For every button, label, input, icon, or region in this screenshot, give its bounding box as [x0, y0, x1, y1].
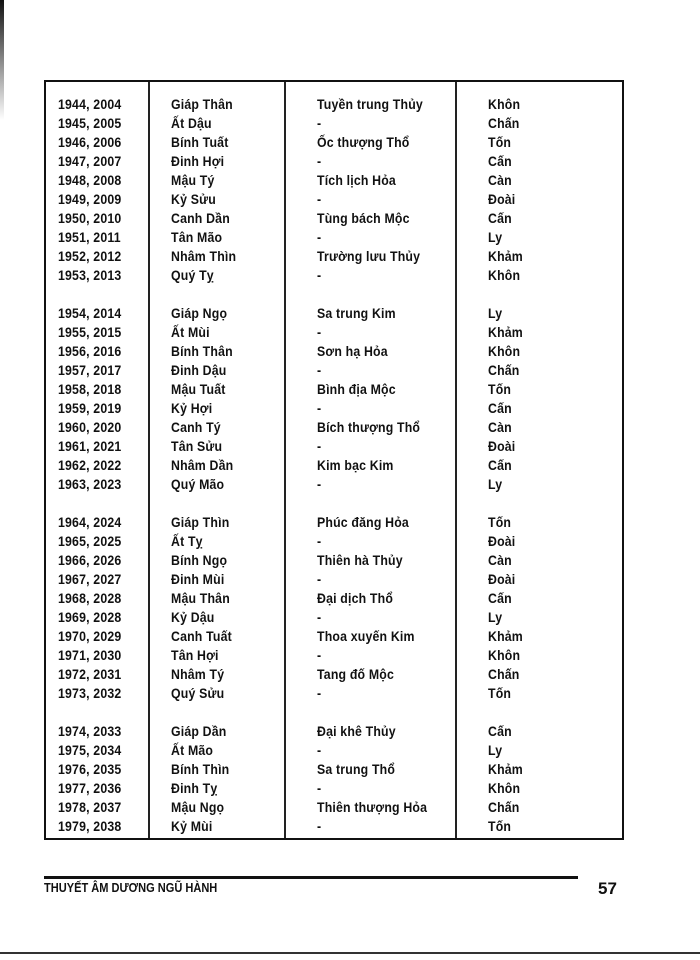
- quai-cell: Khảm: [488, 248, 523, 264]
- years-cell: 1954, 2014: [58, 305, 122, 321]
- can-chi-cell: Bính Tuất: [171, 134, 229, 150]
- years-cell: 1961, 2021: [58, 438, 122, 454]
- can-chi-cell: Nhâm Dần: [171, 457, 234, 473]
- can-chi-cell: Tân Hợi: [171, 647, 219, 663]
- can-chi-cell: Nhâm Thìn: [171, 248, 237, 264]
- can-chi-cell: Ất Dậu: [171, 115, 212, 131]
- can-chi-cell: Bính Thân: [171, 343, 233, 359]
- table-row: [46, 608, 622, 627]
- quai-cell: Tốn: [488, 685, 512, 701]
- years-cell: 1944, 2004: [58, 96, 122, 112]
- quai-cell: Tốn: [488, 381, 512, 397]
- table-row: [46, 266, 622, 285]
- nap-am-cell: -: [317, 324, 322, 340]
- can-chi-cell: Mậu Tuất: [171, 381, 226, 397]
- years-cell: 1964, 2024: [58, 514, 122, 530]
- table-row: [46, 798, 622, 817]
- quai-cell: Tốn: [488, 514, 512, 530]
- years-cell: 1966, 2026: [58, 552, 122, 568]
- can-chi-cell: Bính Ngọ: [171, 552, 228, 568]
- quai-cell: Khôn: [488, 647, 521, 663]
- table-row: [46, 475, 622, 494]
- running-footer-title: THUYẾT ÂM DƯƠNG NGŨ HÀNH: [44, 880, 218, 895]
- table-row: [46, 551, 622, 570]
- years-cell: 1977, 2036: [58, 780, 122, 796]
- nap-am-cell: Tùng bách Mộc: [317, 210, 410, 226]
- nap-am-cell: Đại khê Thủy: [317, 723, 396, 739]
- nap-am-cell: -: [317, 153, 322, 169]
- can-chi-cell: Đinh Tỵ: [171, 780, 218, 796]
- can-chi-cell: Quý Tỵ: [171, 267, 214, 283]
- can-chi-cell: Bính Thìn: [171, 761, 230, 777]
- nap-am-cell: -: [317, 267, 322, 283]
- nap-am-cell: Sơn hạ Hỏa: [317, 343, 388, 359]
- quai-cell: Ly: [488, 229, 503, 245]
- years-cell: 1950, 2010: [58, 210, 122, 226]
- years-cell: 1968, 2028: [58, 590, 122, 606]
- years-cell: 1959, 2019: [58, 400, 122, 416]
- years-cell: 1962, 2022: [58, 457, 122, 473]
- can-chi-cell: Đinh Mùi: [171, 571, 225, 587]
- can-chi-cell: Tân Sửu: [171, 438, 223, 454]
- can-chi-cell: Kỷ Dậu: [171, 609, 215, 625]
- table-row: [46, 570, 622, 589]
- years-cell: 1973, 2032: [58, 685, 122, 701]
- can-chi-cell: Giáp Thân: [171, 96, 233, 112]
- table-row: [46, 323, 622, 342]
- quai-cell: Đoài: [488, 533, 516, 549]
- quai-cell: Càn: [488, 419, 512, 435]
- scan-bottom-edge: [0, 952, 700, 954]
- can-chi-cell: Mậu Tý: [171, 172, 215, 188]
- years-cell: 1951, 2011: [58, 229, 121, 245]
- nap-am-cell: Sa trung Thổ: [317, 761, 396, 777]
- years-cell: 1974, 2033: [58, 723, 122, 739]
- nap-am-cell: -: [317, 191, 322, 207]
- years-cell: 1947, 2007: [58, 153, 122, 169]
- nap-am-cell: -: [317, 438, 322, 454]
- nap-am-cell: -: [317, 115, 322, 131]
- nap-am-cell: -: [317, 400, 322, 416]
- can-chi-cell: Kỷ Sửu: [171, 191, 216, 207]
- quai-cell: Chấn: [488, 799, 520, 815]
- quai-cell: Khảm: [488, 324, 523, 340]
- quai-cell: Chấn: [488, 115, 520, 131]
- years-cell: 1963, 2023: [58, 476, 122, 492]
- can-chi-cell: Kỷ Hợi: [171, 400, 213, 416]
- nap-am-cell: -: [317, 780, 322, 796]
- quai-cell: Cấn: [488, 457, 512, 473]
- footer-rule: [44, 876, 578, 879]
- quai-cell: Ly: [488, 476, 503, 492]
- table-row: [46, 361, 622, 380]
- nap-am-cell: Kim bạc Kim: [317, 457, 394, 473]
- table-row: [46, 209, 622, 228]
- can-chi-cell: Ất Mão: [171, 742, 214, 758]
- table-row: [46, 304, 622, 323]
- can-chi-cell: Giáp Thìn: [171, 514, 230, 530]
- nap-am-cell: -: [317, 609, 322, 625]
- quai-cell: Tốn: [488, 818, 512, 834]
- table-row: [46, 95, 622, 114]
- nap-am-cell: Sa trung Kim: [317, 305, 396, 321]
- quai-cell: Đoài: [488, 438, 516, 454]
- years-cell: 1948, 2008: [58, 172, 122, 188]
- table-row: [46, 171, 622, 190]
- can-chi-cell: Đinh Hợi: [171, 153, 225, 169]
- years-cell: 1956, 2016: [58, 343, 122, 359]
- years-cell: 1970, 2029: [58, 628, 122, 644]
- nap-am-cell: -: [317, 685, 322, 701]
- nap-am-cell: Đại dịch Thổ: [317, 590, 394, 606]
- table-row: [46, 627, 622, 646]
- can-chi-cell: Mậu Ngọ: [171, 799, 225, 815]
- table-row: [46, 513, 622, 532]
- can-chi-cell: Quý Sửu: [171, 685, 225, 701]
- can-chi-cell: Canh Tuất: [171, 628, 232, 644]
- years-cell: 1952, 2012: [58, 248, 122, 264]
- can-chi-cell: Quý Mão: [171, 476, 225, 492]
- can-chi-cell: Giáp Ngọ: [171, 305, 228, 321]
- quai-cell: Ly: [488, 742, 503, 758]
- table-row: [46, 589, 622, 608]
- years-cell: 1971, 2030: [58, 647, 122, 663]
- quai-cell: Càn: [488, 552, 512, 568]
- page-number: 57: [598, 879, 617, 898]
- nap-am-cell: Bích thượng Thổ: [317, 419, 421, 435]
- scan-edge-shadow: [0, 0, 4, 120]
- years-cell: 1972, 2031: [58, 666, 122, 682]
- nap-am-cell: -: [317, 742, 322, 758]
- table-row: [46, 133, 622, 152]
- quai-cell: Cấn: [488, 153, 512, 169]
- nap-am-cell: -: [317, 362, 322, 378]
- nap-am-cell: -: [317, 533, 322, 549]
- row-group: [46, 513, 622, 703]
- quai-cell: Chấn: [488, 362, 520, 378]
- nap-am-cell: Thiên hà Thủy: [317, 552, 403, 568]
- years-cell: 1946, 2006: [58, 134, 122, 150]
- quai-cell: Ly: [488, 305, 503, 321]
- table-row: [46, 342, 622, 361]
- table-row: [46, 247, 622, 266]
- table-row: [46, 779, 622, 798]
- nap-am-cell: Thiên thượng Hỏa: [317, 799, 428, 815]
- nap-am-cell: Tích lịch Hỏa: [317, 172, 396, 188]
- years-cell: 1953, 2013: [58, 267, 122, 283]
- quai-cell: Khảm: [488, 628, 523, 644]
- table-row: [46, 418, 622, 437]
- years-cell: 1965, 2025: [58, 533, 122, 549]
- years-cell: 1967, 2027: [58, 571, 122, 587]
- nap-am-cell: Tuyền trung Thủy: [317, 96, 423, 112]
- quai-cell: Cấn: [488, 590, 512, 606]
- table-row: [46, 399, 622, 418]
- nap-am-cell: Phúc đăng Hỏa: [317, 514, 409, 530]
- years-cell: 1958, 2018: [58, 381, 122, 397]
- table-row: [46, 646, 622, 665]
- row-group: [46, 304, 622, 494]
- table-row: [46, 817, 622, 836]
- quai-cell: Cấn: [488, 210, 512, 226]
- table-row: [46, 665, 622, 684]
- nap-am-cell: Tang đố Mộc: [317, 666, 394, 682]
- quai-cell: Tốn: [488, 134, 512, 150]
- table-row: [46, 684, 622, 703]
- can-chi-cell: Giáp Dần: [171, 723, 227, 739]
- can-chi-cell: Canh Tý: [171, 419, 221, 435]
- table-row: [46, 532, 622, 551]
- quai-cell: Khôn: [488, 780, 521, 796]
- years-cell: 1975, 2034: [58, 742, 122, 758]
- table-row: [46, 114, 622, 133]
- years-cell: 1955, 2015: [58, 324, 122, 340]
- quai-cell: Khôn: [488, 343, 521, 359]
- quai-cell: Cấn: [488, 400, 512, 416]
- can-chi-cell: Nhâm Tý: [171, 666, 225, 682]
- quai-cell: Càn: [488, 172, 512, 188]
- row-group: [46, 95, 622, 285]
- can-chi-cell: Mậu Thân: [171, 590, 230, 606]
- quai-cell: Ly: [488, 609, 503, 625]
- table-row: [46, 722, 622, 741]
- quai-cell: Khảm: [488, 761, 523, 777]
- can-chi-cell: Tân Mão: [171, 229, 223, 245]
- years-cell: 1945, 2005: [58, 115, 122, 131]
- table-row: [46, 456, 622, 475]
- table-row: [46, 190, 622, 209]
- years-cell: 1957, 2017: [58, 362, 122, 378]
- can-chi-cell: Ất Tỵ: [171, 533, 203, 549]
- table-row: [46, 380, 622, 399]
- can-chi-cell: Canh Dần: [171, 210, 230, 226]
- quai-cell: Đoài: [488, 191, 516, 207]
- table-row: [46, 741, 622, 760]
- table-row: [46, 760, 622, 779]
- years-cell: 1976, 2035: [58, 761, 122, 777]
- nap-am-cell: -: [317, 818, 322, 834]
- years-cell: 1969, 2028: [58, 609, 122, 625]
- years-cell: 1978, 2037: [58, 799, 122, 815]
- can-chi-cell: Kỷ Mùi: [171, 818, 213, 834]
- years-cell: 1960, 2020: [58, 419, 122, 435]
- nap-am-cell: Ốc thượng Thổ: [317, 134, 410, 150]
- nap-am-cell: Bình địa Mộc: [317, 381, 396, 397]
- year-element-table: [44, 80, 624, 840]
- table-row: [46, 437, 622, 456]
- nap-am-cell: Thoa xuyến Kim: [317, 628, 415, 644]
- quai-cell: Đoài: [488, 571, 516, 587]
- can-chi-cell: Ất Mùi: [171, 324, 210, 340]
- years-cell: 1979, 2038: [58, 818, 122, 834]
- nap-am-cell: -: [317, 476, 322, 492]
- table-row: [46, 228, 622, 247]
- nap-am-cell: -: [317, 229, 322, 245]
- quai-cell: Khôn: [488, 267, 521, 283]
- table-row: [46, 152, 622, 171]
- quai-cell: Khôn: [488, 96, 521, 112]
- years-cell: 1949, 2009: [58, 191, 122, 207]
- row-group: [46, 722, 622, 836]
- quai-cell: Cấn: [488, 723, 512, 739]
- nap-am-cell: -: [317, 647, 322, 663]
- nap-am-cell: -: [317, 571, 322, 587]
- nap-am-cell: Trường lưu Thủy: [317, 248, 421, 264]
- can-chi-cell: Đinh Dậu: [171, 362, 227, 378]
- quai-cell: Chấn: [488, 666, 520, 682]
